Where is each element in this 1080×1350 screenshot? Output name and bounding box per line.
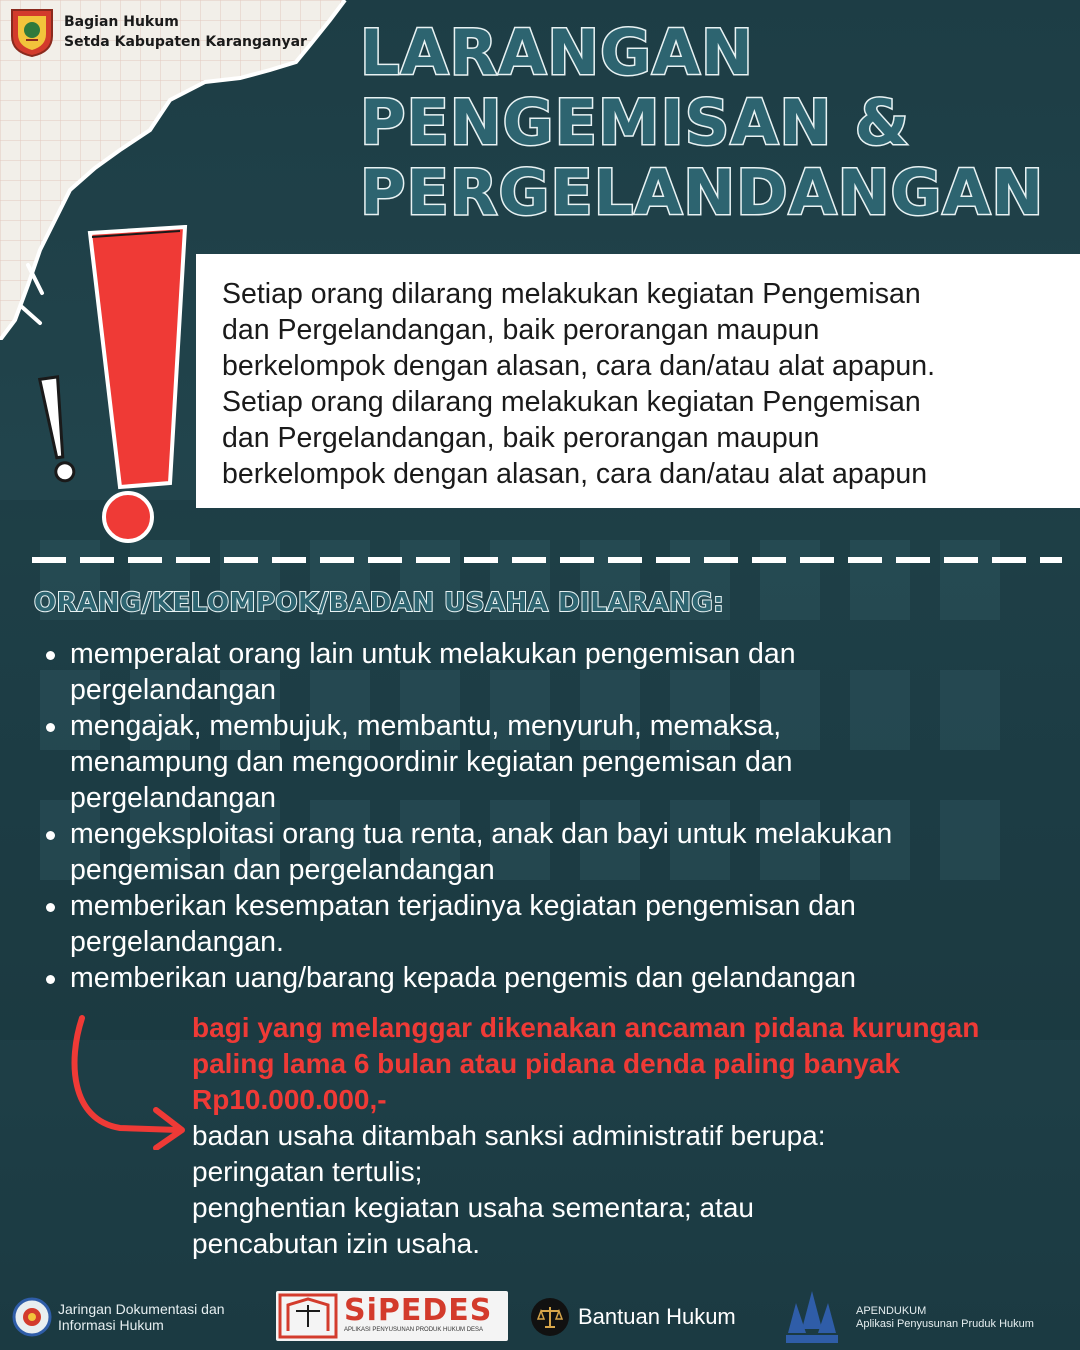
list-item <box>44 888 1044 960</box>
jdih-logo <box>12 1297 225 1337</box>
penalty-red-line: bagi yang melanggar dikenakan ancaman pidana kurungan <box>192 1012 980 1043</box>
org-name-line1: Bagian Hukum <box>64 14 179 30</box>
bantuan-hukum-logo <box>530 1297 736 1337</box>
apendukum-title: APENDUKUM <box>856 1305 927 1317</box>
intro-text-box <box>196 254 1080 508</box>
intro-line: dan Pergelandangan, baik perorangan maupun <box>222 314 820 346</box>
karanganyar-crest-icon <box>8 6 56 58</box>
dashed-divider <box>32 555 1062 565</box>
list-item-line: memberikan kesempatan terjadinya kegiatan pengemisan dan <box>70 890 856 922</box>
list-item-line: memberikan uang/barang kepada pengemis dan gelandangan <box>70 962 856 994</box>
list-item-line: memperalat orang lain untuk melakukan pengemisan dan <box>70 638 796 670</box>
sipedes-subtitle: APLIKASI PENYUSUNAN PRODUK HUKUM DESA <box>344 1327 484 1333</box>
org-header <box>8 6 307 58</box>
penalty-white-line: penghentian kegiatan usaha sementara; atau <box>192 1192 754 1223</box>
list-item <box>44 636 1044 708</box>
intro-line: berkelompok dengan alasan, cara dan/atau alat apapun. <box>222 350 936 382</box>
section-title: ORANG/KELOMPOK/BADAN USAHA DILARANG: <box>34 588 725 618</box>
list-item <box>44 708 1044 816</box>
list-item-line: pergelandangan <box>70 674 277 706</box>
exclamation-icon <box>20 225 200 545</box>
penalty-white-line: peringatan tertulis; <box>192 1156 423 1187</box>
bantuan-hukum-label: Bantuan Hukum <box>578 1304 736 1329</box>
sipedes-title: SiPEDES <box>344 1293 493 1328</box>
curved-arrow-icon <box>60 1010 190 1150</box>
apendukum-logo <box>782 1289 1034 1347</box>
jdih-line1: Jaringan Dokumentasi dan <box>58 1301 225 1317</box>
list-item-line: pengemisan dan pergelandangan <box>70 854 495 886</box>
penalty-white-line: badan usaha ditambah sanksi administratif berupa: <box>192 1120 826 1151</box>
footer <box>0 1285 1080 1350</box>
list-item-line: pergelandangan. <box>70 926 284 958</box>
penalty-text <box>192 1010 1062 1262</box>
intro-line: Setiap orang dilarang melakukan kegiatan Pengemisan <box>222 386 921 418</box>
org-name-line2: Setda Kabupaten Karanganyar <box>64 34 307 50</box>
list-item-line: mengeksploitasi orang tua renta, anak dan bayi untuk melakukan <box>70 818 893 850</box>
intro-line: dan Pergelandangan, baik perorangan maupun <box>222 422 820 454</box>
list-item-line: mengajak, membujuk, membantu, menyuruh, memaksa, <box>70 710 782 742</box>
headline-line2: PENGEMISAN & <box>360 86 910 159</box>
sipedes-logo <box>276 1291 508 1341</box>
penalty-white-line: pencabutan izin usaha. <box>192 1228 480 1259</box>
intro-line: Setiap orang dilarang melakukan kegiatan Pengemisan <box>222 278 921 310</box>
apendukum-subtitle: Aplikasi Penyusunan Pruduk Hukum <box>856 1318 1034 1330</box>
jdih-line2: Informasi Hukum <box>58 1317 164 1333</box>
list-item-line: pergelandangan <box>70 782 277 814</box>
jdih-seal-icon <box>12 1297 52 1337</box>
penalty-red-line: paling lama 6 bulan atau pidana denda paling banyak <box>192 1048 900 1079</box>
penalty-red-line: Rp10.000.000,- <box>192 1084 387 1115</box>
list-item-line: menampung dan mengoordinir kegiatan pengemisan dan <box>70 746 793 778</box>
list-item <box>44 960 1044 996</box>
list-item <box>44 816 1044 888</box>
prohibition-list <box>44 636 1044 996</box>
headline-line1: LARANGAN <box>360 16 754 89</box>
scales-of-justice-icon <box>530 1297 570 1337</box>
intro-line: berkelompok dengan alasan, cara dan/atau alat apapun <box>222 458 928 490</box>
apendukum-emblem-icon <box>782 1289 842 1347</box>
headline-line3: PERGELANDANGAN <box>360 156 1045 229</box>
headline <box>360 18 1070 228</box>
